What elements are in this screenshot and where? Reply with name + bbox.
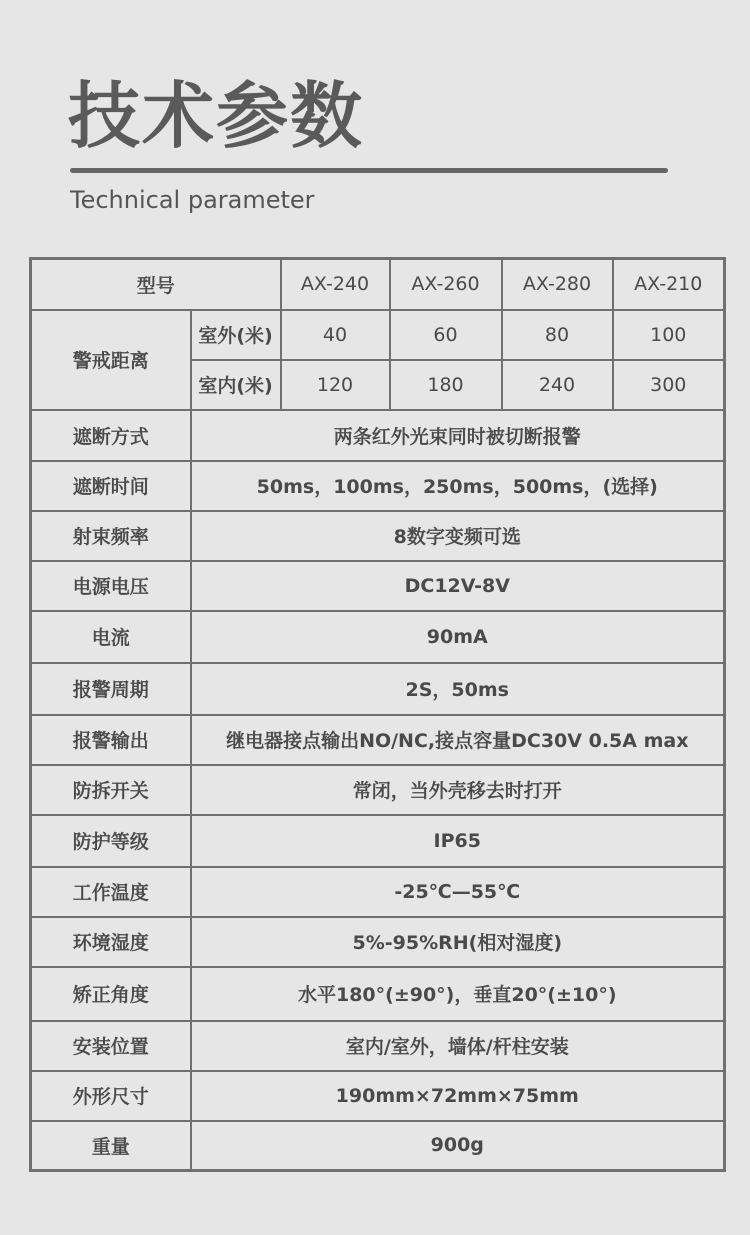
outdoor-label: 室外(米): [191, 310, 281, 360]
row-value: 2S，50ms: [191, 663, 725, 715]
model-name: AX-240: [281, 259, 390, 310]
row-value: 室内/室外，墙体/杆柱安装: [191, 1021, 725, 1071]
title-divider: [70, 168, 668, 173]
row-label: 防拆开关: [31, 765, 191, 815]
page-subtitle: Technical parameter: [70, 186, 315, 214]
row-value: 8数字变频可选: [191, 511, 725, 561]
row-value: 90mA: [191, 611, 725, 663]
indoor-value: 120: [281, 360, 390, 410]
table-row: [31, 461, 725, 511]
table-row: [31, 310, 725, 360]
row-label: 报警输出: [31, 715, 191, 765]
table-row: [31, 1021, 725, 1071]
model-name: AX-260: [390, 259, 502, 310]
spec-table: [29, 257, 726, 1172]
outdoor-value: 100: [613, 310, 725, 360]
indoor-value: 300: [613, 360, 725, 410]
row-label: 环境湿度: [31, 917, 191, 967]
row-value: 两条红外光束同时被切断报警: [191, 410, 725, 461]
table-row: [31, 1121, 725, 1171]
table-row: [31, 611, 725, 663]
outdoor-value: 40: [281, 310, 390, 360]
distance-label: 警戒距离: [31, 310, 191, 410]
indoor-value: 180: [390, 360, 502, 410]
row-label: 报警周期: [31, 663, 191, 715]
row-value: 5%-95%RH(相对湿度): [191, 917, 725, 967]
table-row: [31, 561, 725, 611]
row-value: DC12V-8V: [191, 561, 725, 611]
model-name: AX-280: [502, 259, 613, 310]
outdoor-value: 60: [390, 310, 502, 360]
page-title: 技术参数: [68, 74, 365, 158]
row-value: -25℃—55℃: [191, 867, 725, 917]
table-row: [31, 917, 725, 967]
table-header-row: [31, 259, 725, 310]
row-label: 外形尺寸: [31, 1071, 191, 1121]
table-row: [31, 1071, 725, 1121]
row-value: 继电器接点输出NO/NC,接点容量DC30V 0.5A max: [191, 715, 725, 765]
row-label: 遮断时间: [31, 461, 191, 511]
row-value: IP65: [191, 815, 725, 867]
row-label: 防护等级: [31, 815, 191, 867]
table-row: [31, 663, 725, 715]
table-row: [31, 867, 725, 917]
table-row: [31, 765, 725, 815]
row-label: 重量: [31, 1121, 191, 1171]
table-row: [31, 815, 725, 867]
row-value: 50ms，100ms，250ms，500ms，(选择): [191, 461, 725, 511]
table-row: [31, 715, 725, 765]
row-label: 电流: [31, 611, 191, 663]
model-header-label: 型号: [31, 259, 281, 310]
row-label: 射束频率: [31, 511, 191, 561]
row-label: 安装位置: [31, 1021, 191, 1071]
model-name: AX-210: [613, 259, 725, 310]
table-row: [31, 511, 725, 561]
indoor-value: 240: [502, 360, 613, 410]
table-row: [31, 967, 725, 1021]
row-value: 水平180°(±90°)，垂直20°(±10°): [191, 967, 725, 1021]
row-value: 190mm×72mm×75mm: [191, 1071, 725, 1121]
row-value: 常闭，当外壳移去时打开: [191, 765, 725, 815]
outdoor-value: 80: [502, 310, 613, 360]
row-label: 遮断方式: [31, 410, 191, 461]
indoor-label: 室内(米): [191, 360, 281, 410]
row-value: 900g: [191, 1121, 725, 1171]
row-label: 电源电压: [31, 561, 191, 611]
row-label: 矫正角度: [31, 967, 191, 1021]
row-label: 工作温度: [31, 867, 191, 917]
table-row: [31, 410, 725, 461]
